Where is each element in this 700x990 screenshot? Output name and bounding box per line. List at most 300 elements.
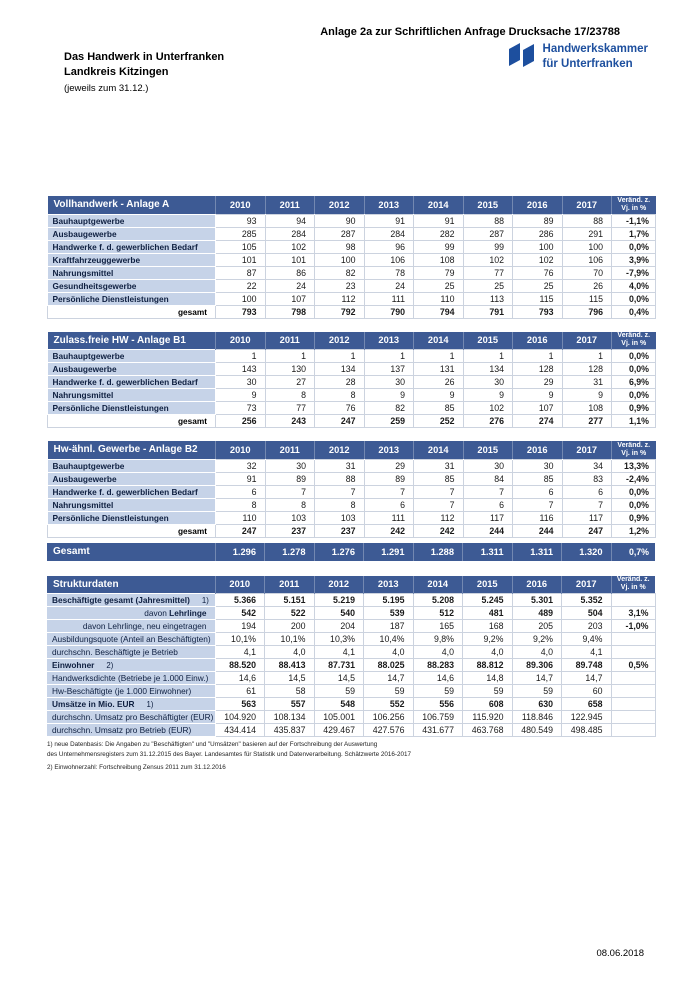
row-label: Umsätze in Mio. EUR 1) — [47, 698, 215, 711]
value-cell: 5.195 — [364, 594, 414, 607]
row-label: Ausbaugewerbe — [48, 472, 216, 485]
value-cell: 9 — [364, 389, 414, 402]
row-label: Handwerke f. d. gewerblichen Bedarf — [48, 376, 216, 389]
value-cell: 5.219 — [314, 594, 364, 607]
value-cell: 107 — [513, 402, 563, 415]
value-cell: 22 — [216, 279, 266, 292]
table-title: Vollhandwerk - Anlage A — [48, 196, 216, 214]
value-cell: 88.025 — [364, 659, 414, 672]
value-cell: 4,0 — [413, 646, 463, 659]
value-cell: 60 — [562, 685, 612, 698]
value-cell: 128 — [562, 363, 612, 376]
value-cell: 87.731 — [314, 659, 364, 672]
value-cell: 6 — [364, 498, 414, 511]
value-cell: 791 — [463, 305, 513, 318]
value-cell: 247 — [216, 524, 266, 537]
value-cell: 9 — [513, 389, 563, 402]
value-cell: 79 — [414, 266, 464, 279]
value-cell: 6 — [463, 498, 513, 511]
change-cell: -1,1% — [612, 214, 656, 227]
value-cell: 106.256 — [364, 711, 414, 724]
value-cell: 88 — [562, 214, 612, 227]
table-vollhandwerk-anlage-a — [47, 196, 656, 319]
data-row — [48, 511, 656, 524]
row-label: Ausbaugewerbe — [48, 227, 216, 240]
value-cell: 237 — [265, 524, 315, 537]
brand-text — [543, 42, 648, 72]
value-cell: 9 — [463, 389, 513, 402]
year-header: 2017 — [562, 196, 612, 214]
value-cell: 24 — [265, 279, 315, 292]
value-cell: 4,0 — [265, 646, 315, 659]
value-cell: 489 — [512, 607, 562, 620]
value-cell: 4,1 — [562, 646, 612, 659]
value-cell: 84 — [463, 472, 513, 485]
change-cell — [611, 594, 655, 607]
value-cell: 435.837 — [265, 724, 315, 737]
change-cell: 0,0% — [612, 498, 656, 511]
value-cell: 91 — [216, 472, 266, 485]
value-cell: 463.768 — [463, 724, 513, 737]
brand — [508, 42, 648, 72]
year-header: 2016 — [513, 441, 563, 459]
footnote-1: 1) neue Datenbasis: Die Angaben zu "Beschäftigten" und "Umsätzen" basieren auf der Fortschreibung der Auswertung — [47, 741, 378, 748]
value-cell: 110 — [216, 511, 266, 524]
value-cell: 276 — [463, 415, 513, 428]
value-cell: 106 — [364, 253, 414, 266]
year-header: 2010 — [216, 441, 266, 459]
year-header: 2017 — [562, 576, 612, 594]
value-cell: 8 — [265, 389, 315, 402]
gesamt-value: 1.276 — [314, 543, 364, 561]
value-cell: 244 — [463, 524, 513, 537]
value-cell: 7 — [562, 498, 612, 511]
year-header: 2013 — [364, 196, 414, 214]
value-cell: 14,7 — [562, 672, 612, 685]
value-cell: 4,0 — [463, 646, 513, 659]
table-header-row — [47, 576, 655, 594]
row-label: gesamt — [48, 305, 216, 318]
change-cell — [611, 724, 655, 737]
change-cell: 0,9% — [612, 402, 656, 415]
value-cell: 29 — [513, 376, 563, 389]
value-cell: 1 — [463, 350, 513, 363]
value-cell: 539 — [364, 607, 414, 620]
value-cell: 105 — [216, 240, 266, 253]
value-cell: 434.414 — [215, 724, 265, 737]
value-cell: 504 — [562, 607, 612, 620]
value-cell: 26 — [414, 376, 464, 389]
gesamt-value: 1.278 — [265, 543, 315, 561]
change-cell: 6,9% — [612, 376, 656, 389]
value-cell: 115.920 — [463, 711, 513, 724]
year-header: 2015 — [463, 196, 513, 214]
data-row — [47, 672, 655, 685]
row-label: Ausbildungsquote (Anteil an Beschäftigten) — [47, 633, 215, 646]
value-cell: 111 — [364, 511, 414, 524]
change-cell: 1,1% — [612, 415, 656, 428]
value-cell: 14,6 — [413, 672, 463, 685]
gesamt-title: Gesamt — [47, 543, 215, 561]
value-cell: 88 — [315, 472, 365, 485]
change-cell: 0,5% — [611, 659, 655, 672]
value-cell: 790 — [364, 305, 414, 318]
data-row — [47, 646, 655, 659]
value-cell: 794 — [414, 305, 464, 318]
change-cell: 13,3% — [612, 459, 656, 472]
change-cell: 3,9% — [612, 253, 656, 266]
year-header: 2011 — [265, 576, 315, 594]
value-cell: 34 — [562, 459, 612, 472]
value-cell: 7 — [265, 485, 315, 498]
value-cell: 8 — [315, 498, 365, 511]
value-cell: 287 — [463, 227, 513, 240]
value-cell: 106 — [562, 253, 612, 266]
value-cell: 25 — [513, 279, 563, 292]
value-cell: 522 — [265, 607, 315, 620]
value-cell: 291 — [562, 227, 612, 240]
value-cell: 143 — [216, 363, 266, 376]
table-header-row — [48, 332, 656, 350]
change-cell — [611, 685, 655, 698]
data-row — [48, 498, 656, 511]
value-cell: 94 — [265, 214, 315, 227]
value-cell: 287 — [315, 227, 365, 240]
value-cell: 107 — [265, 292, 315, 305]
value-cell: 58 — [265, 685, 315, 698]
data-row — [47, 607, 655, 620]
value-cell: 77 — [463, 266, 513, 279]
value-cell: 102 — [513, 253, 563, 266]
value-cell: 76 — [513, 266, 563, 279]
value-cell: 244 — [513, 524, 563, 537]
data-row — [48, 253, 656, 266]
change-cell: 0,0% — [612, 363, 656, 376]
row-label: Handwerke f. d. gewerblichen Bedarf — [48, 485, 216, 498]
value-cell: 89.748 — [562, 659, 612, 672]
value-cell: 27 — [265, 376, 315, 389]
value-cell: 608 — [463, 698, 513, 711]
value-cell: 88.283 — [413, 659, 463, 672]
year-header: 2014 — [413, 576, 463, 594]
value-cell: 563 — [215, 698, 265, 711]
change-cell — [611, 672, 655, 685]
value-cell: 25 — [463, 279, 513, 292]
value-cell: 205 — [512, 620, 562, 633]
value-cell: 259 — [364, 415, 414, 428]
table-header-row — [48, 196, 656, 214]
value-cell: 9 — [414, 389, 464, 402]
row-label: durchschn. Umsatz pro Betrieb (EUR) — [47, 724, 215, 737]
value-cell: 165 — [413, 620, 463, 633]
handwerkskammer-logo-icon — [508, 42, 535, 72]
value-cell: 10,4% — [364, 633, 414, 646]
year-header: 2015 — [463, 441, 513, 459]
row-label: Bauhauptgewerbe — [48, 350, 216, 363]
value-cell: 23 — [315, 279, 365, 292]
table-zulassfreie-hw-anlage-b1 — [47, 332, 656, 429]
value-cell: 134 — [463, 363, 513, 376]
row-label: Persönliche Dienstleistungen — [48, 402, 216, 415]
change-cell: 0,0% — [612, 240, 656, 253]
value-cell: 89.306 — [512, 659, 562, 672]
value-cell: 481 — [463, 607, 513, 620]
data-row — [48, 363, 656, 376]
data-row — [48, 292, 656, 305]
value-cell: 187 — [364, 620, 414, 633]
gesamt-value: 1.311 — [463, 543, 513, 561]
value-cell: 101 — [216, 253, 266, 266]
change-cell: 0,0% — [612, 350, 656, 363]
value-cell: 6 — [562, 485, 612, 498]
footnotes — [47, 740, 655, 772]
data-row — [47, 633, 655, 646]
value-cell: 1 — [513, 350, 563, 363]
value-cell: 552 — [364, 698, 414, 711]
year-header: 2010 — [216, 332, 266, 350]
value-cell: 6 — [216, 485, 266, 498]
year-header: 2015 — [463, 332, 513, 350]
value-cell: 130 — [265, 363, 315, 376]
value-cell: 284 — [364, 227, 414, 240]
value-cell: 282 — [414, 227, 464, 240]
value-cell: 5.151 — [265, 594, 315, 607]
value-cell: 103 — [265, 511, 315, 524]
data-row — [48, 402, 656, 415]
value-cell: 9,8% — [413, 633, 463, 646]
year-header: 2013 — [364, 576, 414, 594]
value-cell: 247 — [315, 415, 365, 428]
year-header: 2012 — [314, 576, 364, 594]
value-cell: 86 — [265, 266, 315, 279]
value-cell: 658 — [562, 698, 612, 711]
value-cell: 5.366 — [215, 594, 265, 607]
row-label: Einwohner 2) — [47, 659, 215, 672]
tables-area — [47, 196, 655, 772]
value-cell: 793 — [216, 305, 266, 318]
value-cell: 7 — [414, 485, 464, 498]
value-cell: 6 — [513, 485, 563, 498]
total-row — [48, 415, 656, 428]
gesamt-value: 1.291 — [364, 543, 414, 561]
value-cell: 89 — [513, 214, 563, 227]
value-cell: 28 — [315, 376, 365, 389]
row-label: Gesundheitsgewerbe — [48, 279, 216, 292]
change-cell: -1,0% — [611, 620, 655, 633]
change-cell: 0,4% — [612, 305, 656, 318]
value-cell: 82 — [315, 266, 365, 279]
year-header: 2013 — [364, 441, 414, 459]
value-cell: 88.413 — [265, 659, 315, 672]
value-cell: 1 — [414, 350, 464, 363]
value-cell: 30 — [265, 459, 315, 472]
value-cell: 7 — [315, 485, 365, 498]
value-cell: 85 — [513, 472, 563, 485]
value-cell: 100 — [315, 253, 365, 266]
value-cell: 5.245 — [463, 594, 513, 607]
value-cell: 30 — [216, 376, 266, 389]
value-cell: 237 — [315, 524, 365, 537]
year-header: 2015 — [463, 576, 513, 594]
value-cell: 110 — [414, 292, 464, 305]
value-cell: 1 — [562, 350, 612, 363]
row-label: gesamt — [48, 415, 216, 428]
value-cell: 25 — [414, 279, 464, 292]
value-cell: 91 — [364, 214, 414, 227]
data-row — [48, 376, 656, 389]
value-cell: 256 — [216, 415, 266, 428]
value-cell: 98 — [315, 240, 365, 253]
value-cell: 105.001 — [314, 711, 364, 724]
data-row — [47, 620, 655, 633]
value-cell: 112 — [414, 511, 464, 524]
data-row — [48, 472, 656, 485]
value-cell: 83 — [562, 472, 612, 485]
change-header: Veränd. z. Vj. in % — [612, 196, 656, 214]
value-cell: 31 — [562, 376, 612, 389]
value-cell: 1 — [364, 350, 414, 363]
table-strukturdaten — [47, 576, 656, 738]
value-cell: 5.208 — [413, 594, 463, 607]
value-cell: 103 — [315, 511, 365, 524]
value-cell: 286 — [513, 227, 563, 240]
change-cell: 1,2% — [612, 524, 656, 537]
value-cell: 557 — [265, 698, 315, 711]
gesamt-value: 1.296 — [215, 543, 265, 561]
year-header: 2010 — [215, 576, 265, 594]
value-cell: 59 — [314, 685, 364, 698]
value-cell: 274 — [513, 415, 563, 428]
value-cell: 498.485 — [562, 724, 612, 737]
value-cell: 87 — [216, 266, 266, 279]
table-header-row — [48, 441, 656, 459]
value-cell: 112 — [315, 292, 365, 305]
value-cell: 796 — [562, 305, 612, 318]
value-cell: 113 — [463, 292, 513, 305]
value-cell: 14,8 — [463, 672, 513, 685]
value-cell: 106.759 — [413, 711, 463, 724]
value-cell: 96 — [364, 240, 414, 253]
value-cell: 99 — [463, 240, 513, 253]
value-cell: 431.677 — [413, 724, 463, 737]
year-header: 2011 — [265, 332, 315, 350]
value-cell: 70 — [562, 266, 612, 279]
value-cell: 1 — [315, 350, 365, 363]
value-cell: 7 — [364, 485, 414, 498]
value-cell: 134 — [315, 363, 365, 376]
value-cell: 30 — [463, 459, 513, 472]
value-cell: 1 — [216, 350, 266, 363]
value-cell: 93 — [216, 214, 266, 227]
value-cell: 108.134 — [265, 711, 315, 724]
change-cell — [611, 698, 655, 711]
data-row — [48, 485, 656, 498]
change-cell: 0,0% — [612, 389, 656, 402]
data-row — [48, 350, 656, 363]
data-row — [48, 214, 656, 227]
year-header: 2014 — [414, 441, 464, 459]
value-cell: 100 — [216, 292, 266, 305]
value-cell: 7 — [414, 498, 464, 511]
value-cell: 548 — [314, 698, 364, 711]
value-cell: 108 — [562, 402, 612, 415]
row-label: Persönliche Dienstleistungen — [48, 511, 216, 524]
data-row — [48, 279, 656, 292]
row-label: davon Lehrlinge, neu eingetragen — [47, 620, 215, 633]
row-label: Beschäftigte gesamt (Jahresmittel) 1) — [47, 594, 215, 607]
data-row — [48, 389, 656, 402]
year-header: 2013 — [364, 332, 414, 350]
value-cell: 32 — [216, 459, 266, 472]
value-cell: 104.920 — [215, 711, 265, 724]
total-row — [48, 305, 656, 318]
value-cell: 277 — [562, 415, 612, 428]
value-cell: 24 — [364, 279, 414, 292]
value-cell: 8 — [315, 389, 365, 402]
page-title: Das Handwerk in Unterfranken — [64, 51, 225, 63]
value-cell: 14,5 — [314, 672, 364, 685]
gesamt-value: 1.320 — [562, 543, 612, 561]
row-label: durchschn. Umsatz pro Beschäftigter (EUR) — [47, 711, 215, 724]
value-cell: 61 — [215, 685, 265, 698]
row-label: Ausbaugewerbe — [48, 363, 216, 376]
value-cell: 630 — [512, 698, 562, 711]
value-cell: 9,2% — [512, 633, 562, 646]
value-cell: 59 — [364, 685, 414, 698]
value-cell: 284 — [265, 227, 315, 240]
value-cell: 30 — [463, 376, 513, 389]
value-cell: 243 — [265, 415, 315, 428]
value-cell: 88 — [463, 214, 513, 227]
value-cell: 128 — [513, 363, 563, 376]
value-cell: 117 — [562, 511, 612, 524]
data-row — [48, 459, 656, 472]
value-cell: 252 — [414, 415, 464, 428]
title-block — [64, 50, 224, 94]
value-cell: 82 — [364, 402, 414, 415]
value-cell: 200 — [265, 620, 315, 633]
value-cell: 115 — [562, 292, 612, 305]
value-cell: 7 — [513, 498, 563, 511]
total-row — [48, 524, 656, 537]
value-cell: 90 — [315, 214, 365, 227]
value-cell: 512 — [413, 607, 463, 620]
value-cell: 4,1 — [314, 646, 364, 659]
value-cell: 116 — [513, 511, 563, 524]
row-label: Persönliche Dienstleistungen — [48, 292, 216, 305]
value-cell: 59 — [512, 685, 562, 698]
change-cell: -7,9% — [612, 266, 656, 279]
value-cell: 9,2% — [463, 633, 513, 646]
year-header: 2011 — [265, 196, 315, 214]
value-cell: 111 — [364, 292, 414, 305]
value-cell: 91 — [414, 214, 464, 227]
row-label: Nahrungsmittel — [48, 266, 216, 279]
value-cell: 117 — [463, 511, 513, 524]
value-cell: 4,0 — [512, 646, 562, 659]
change-cell: 0,0% — [612, 292, 656, 305]
value-cell: 9 — [216, 389, 266, 402]
value-cell: 85 — [414, 472, 464, 485]
table-title: Hw-ähnl. Gewerbe - Anlage B2 — [48, 441, 216, 459]
value-cell: 14,5 — [265, 672, 315, 685]
data-row — [47, 594, 655, 607]
value-cell: 4,0 — [364, 646, 414, 659]
change-cell — [611, 646, 655, 659]
table-hw-aehnl-gewerbe-anlage-b2 — [47, 441, 656, 538]
year-header: 2010 — [216, 196, 266, 214]
value-cell: 102 — [463, 402, 513, 415]
